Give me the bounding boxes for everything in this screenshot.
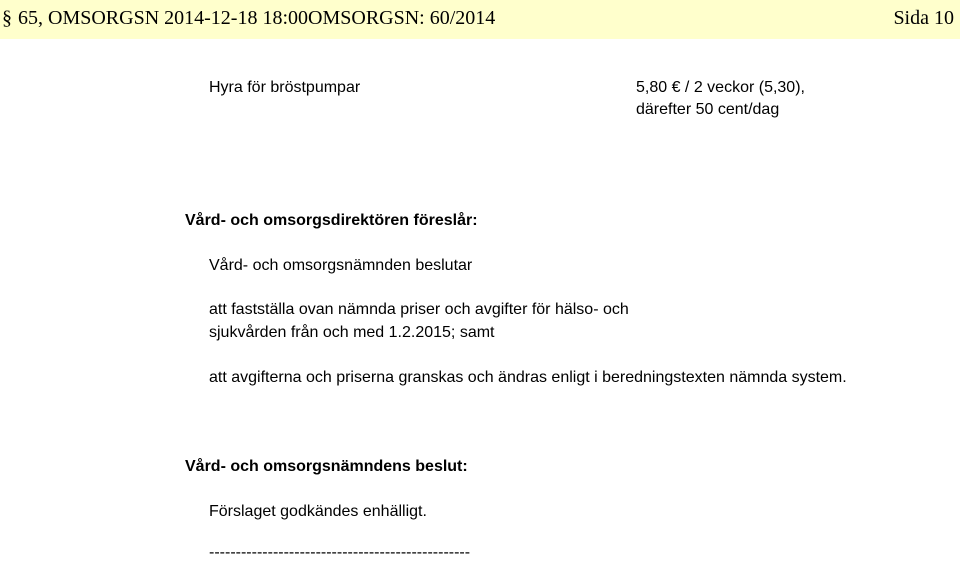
decision-text: Förslaget godkändes enhälligt. bbox=[209, 503, 427, 520]
fee-price-line-1: 5,80 € / 2 veckor (5,30), bbox=[636, 79, 805, 96]
fee-price-line-2: därefter 50 cent/dag bbox=[636, 101, 780, 118]
section-symbol: § bbox=[2, 7, 12, 29]
proposal-clause-1: att fastställa ovan nämnda priser och avgifter för hälso- och sjukvården från och med 1.2.2015; samt bbox=[209, 301, 629, 341]
decision-heading: Vård- och omsorgsnämndens beslut: bbox=[185, 458, 468, 475]
fee-item-label: Hyra för bröstpumpar bbox=[209, 79, 361, 96]
proposal-intro: Vård- och omsorgsnämnden beslutar bbox=[209, 257, 473, 274]
separator-line: ------------------------------------------------- bbox=[209, 544, 471, 561]
page-number: Sida 10 bbox=[893, 7, 954, 29]
proposal-heading: Vård- och omsorgsdirektören föreslår: bbox=[185, 212, 478, 229]
header-title-group bbox=[2, 7, 495, 30]
page-header bbox=[0, 0, 960, 39]
minutes-reference: 65, OMSORGSN 2014-12-18 18:00OMSORGSN: 60/2014 bbox=[18, 7, 496, 29]
proposal-clause-2: att avgifterna och priserna granskas och ändras enligt i beredningstexten nämnda system. bbox=[209, 369, 847, 386]
